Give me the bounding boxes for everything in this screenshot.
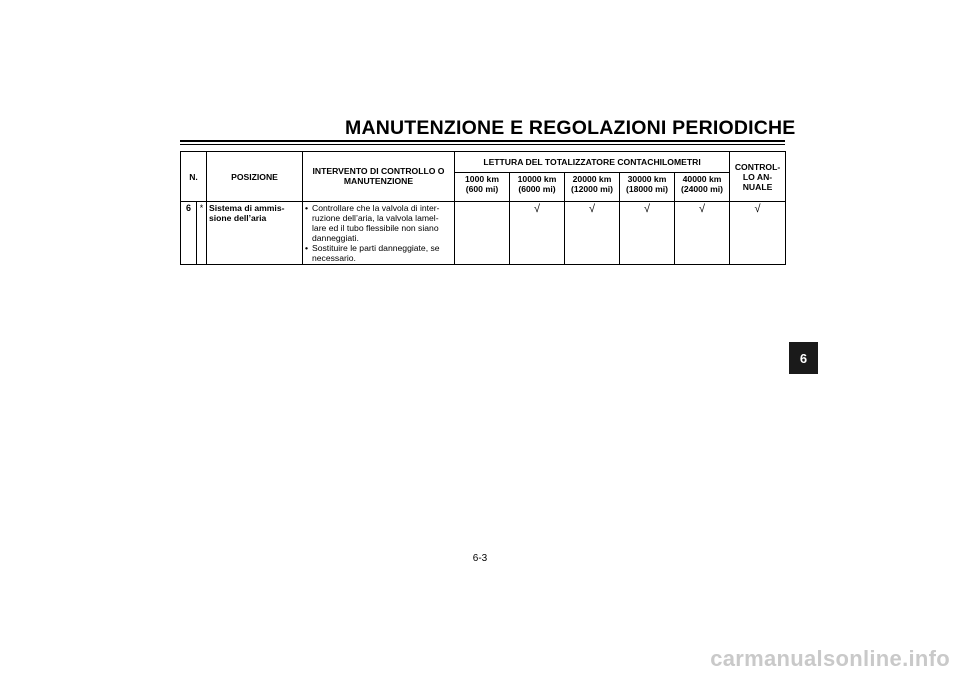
bullet-icon: • xyxy=(305,203,309,213)
odometer-mi: (18000 mi) xyxy=(625,184,669,194)
header-action: INTERVENTO DI CONTROLLO O MANUTENZIONE xyxy=(303,152,455,202)
page-title: MANUTENZIONE E REGOLAZIONI PERIODICHE xyxy=(345,117,796,139)
table-row xyxy=(181,202,786,265)
header-odometer-1 xyxy=(455,173,510,202)
maintenance-table xyxy=(180,151,786,265)
title-rule xyxy=(180,140,785,142)
odometer-km: 30000 km xyxy=(627,174,667,184)
odometer-mi: (600 mi) xyxy=(465,184,499,194)
action-text: Sostituire le parti danneggiate, se necessario. xyxy=(312,243,440,263)
odometer-km: 1000 km xyxy=(465,174,499,184)
odometer-km: 40000 km xyxy=(682,174,722,184)
check-cell: √ xyxy=(730,202,786,265)
check-cell: √ xyxy=(565,202,620,265)
header-odometer-2 xyxy=(510,173,565,202)
row-actions xyxy=(303,202,455,265)
action-item xyxy=(305,203,452,243)
header-odometer-3 xyxy=(565,173,620,202)
check-cell: √ xyxy=(510,202,565,265)
header-odometer-4 xyxy=(620,173,675,202)
header-position: POSIZIONE xyxy=(207,152,303,202)
odometer-mi: (24000 mi) xyxy=(680,184,724,194)
header-odometer-group: LETTURA DEL TOTALIZZATORE CONTACHILOMETRI xyxy=(455,152,730,173)
odometer-mi: (12000 mi) xyxy=(570,184,614,194)
check-cell: √ xyxy=(620,202,675,265)
odometer-km: 20000 km xyxy=(572,174,612,184)
action-text: Controllare che la valvola di inter-ruzione dell’aria, la valvola lamel-lare ed il tubo flessibile non siano danneggiati. xyxy=(312,203,440,243)
section-tab: 6 xyxy=(789,342,818,374)
page-number: 6-3 xyxy=(472,553,488,564)
odometer-mi: (6000 mi) xyxy=(518,184,556,194)
action-item xyxy=(305,243,452,263)
odometer-km: 10000 km xyxy=(517,174,557,184)
check-cell: √ xyxy=(675,202,730,265)
row-number: 6 xyxy=(181,202,197,265)
bullet-icon: • xyxy=(305,243,309,253)
check-cell xyxy=(455,202,510,265)
header-annual: CONTROL-LO AN-NUALE xyxy=(730,152,786,202)
header-odometer-5 xyxy=(675,173,730,202)
row-star: * xyxy=(197,202,207,265)
row-position: Sistema di ammis-sione dell’aria xyxy=(207,202,303,265)
table-header-row xyxy=(181,152,786,173)
title-rule-thin xyxy=(180,144,785,145)
header-n: N. xyxy=(181,152,207,202)
watermark: carmanualsonline.info xyxy=(710,646,950,671)
